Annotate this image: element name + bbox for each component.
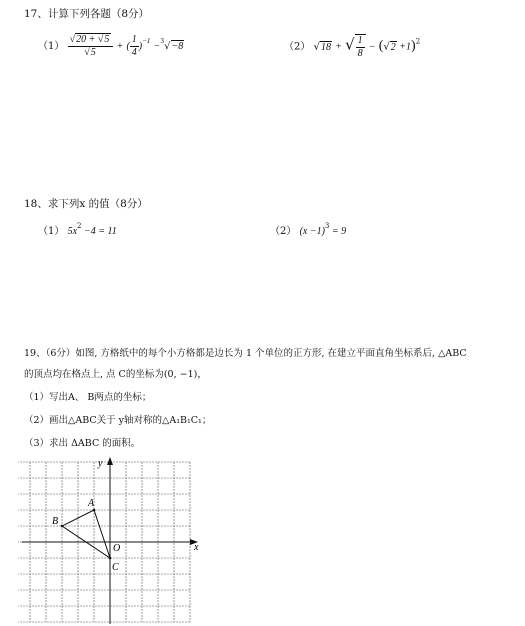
q19-line2: 的顶点均在格点上, 点 C的坐标为(0, −1)， [24,369,207,380]
q18-title: 18、求下列x 的值（8分） [24,198,148,210]
vertex-point-a [93,509,96,512]
q17-p1-minus: − [153,41,161,52]
q18-p1-sup: 2 [77,222,82,230]
q17-p2-plus1: +1 [396,41,412,53]
q18-p2-expr-b: = 9 [329,226,347,237]
q18-part2 [270,222,346,237]
q18-part2-label: （2） [270,226,297,237]
q17-part1: （1） $\frac{√20 + √5}{√5}$ + ( $\frac{1}{4}$ )$^{-1}$ −$^3$√−8 [38,34,184,58]
q18-part1 [38,222,117,237]
vertex-point-b [61,525,64,528]
q17-title: 17、计算下列各题（8分） [24,8,150,20]
q17-p1-plus: + [116,41,124,52]
q18-p2-sup: 3 [324,222,330,230]
q17-part2: （2） √18 + √ $\frac{1}{8}$ − $(√2 +1)^2$ [284,35,421,59]
q17-p2-plus: + [335,41,342,53]
q19-sub2: （2）画出△ABC关于 y轴对称的△A₁B₁C₁； [24,415,212,426]
vertex-label-b: B [52,516,59,527]
q17-p1-num: 20 + [76,34,98,45]
y-axis-label: y [98,458,103,469]
vertex-label-a: A [88,498,95,509]
q17-p2-exp: 2 [415,37,421,46]
q18-p2-expr-a: (x −1) [299,226,325,237]
q17-part1-label: （1） [38,41,65,52]
q17-p2-r2: 2 [390,41,396,53]
q17-p2-r18: 18 [320,41,331,53]
q19-line1: 19、（6分）如图, 方格纸中的每个小方格都是边长为 1 个单位的正方形, 在建立平面直角坐标系后, △ABC [24,348,467,359]
q17-p1-quarter: $\frac{1}{4}$ [131,34,137,58]
origin-label: O [113,543,121,554]
q17-p1-cube: −8 [171,41,184,52]
coordinate-grid-figure [18,454,208,626]
q17-p1-exp: −1 [142,37,151,45]
q17-p1-den: 5 [90,47,96,58]
q17-part2-label: （2） [284,41,311,53]
q17-part1-fraction: $\frac{√20 + √5}{√5}$ [68,34,114,59]
q17-p1-num-root: 5 [104,34,110,45]
q18-p1-expr-a: 5x [67,226,78,237]
x-axis-label: x [194,542,199,553]
q17-p2-paren-close: ) [411,38,416,54]
q17-p2-paren-open: ( [378,38,384,54]
triangle-abc [62,510,110,558]
q18-p1-expr-b: −4 = 11 [81,226,117,237]
q17-p2-minus: − [368,41,376,53]
q18-part1-label: （1） [38,226,65,237]
q19-sub1: （1）写出A、 B两点的坐标； [24,392,152,403]
y-axis-arrow-icon [107,457,113,465]
q19-sub3: （3）求出 ΔABC 的面积。 [24,438,141,449]
vertex-label-c: C [112,562,119,573]
vertex-point-c [109,557,112,560]
q17-p1-index: 3 [160,38,165,45]
q17-p2-fraction: $\frac{1}{8}$ [355,34,366,60]
